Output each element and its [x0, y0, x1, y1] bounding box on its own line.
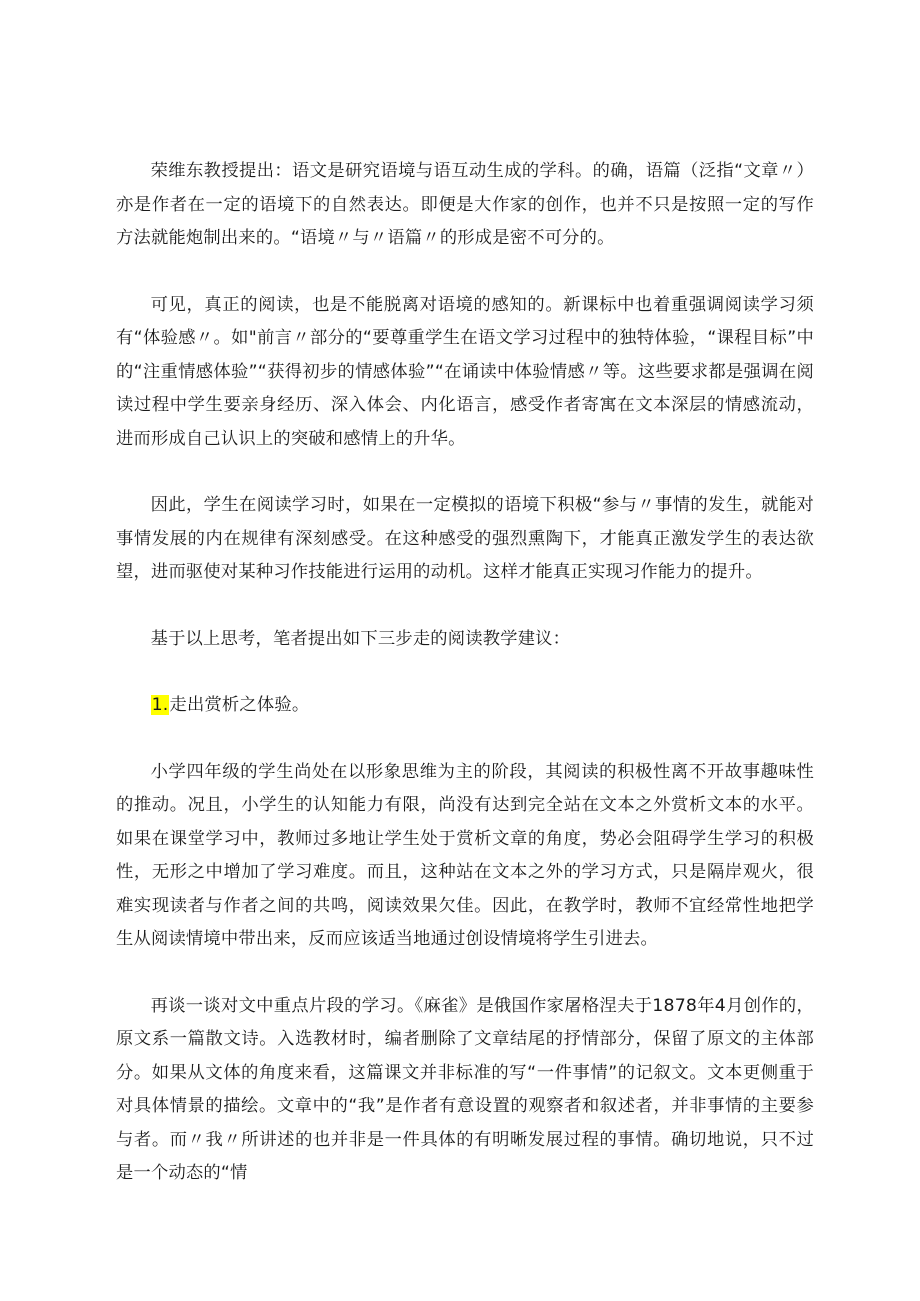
- paragraph-proposal: 基于以上思考，笔者提出如下三步走的阅读教学建议：: [150, 628, 571, 649]
- paragraph-sparrow: 再谈一谈对文中重点片段的学习。《麻雀》是俄国作家屠格涅夫于1878年4月创作的，原文系一篇散文诗。入选教材时，编者删除了文章结尾的抒情部分，保留了原文的主体部分。如果从文体的角度来看，这篇课文并非标准的写“一件事情”的记叙文。文本更侧重于对具体情景的描绘。文章中的“我”是作者有意设置的观察者和叙述者，并非事情的主要参与者。而〃我〃所讲述的也并非是一件具体的有明晰发展过程的事情。确切地说，只不过是一个动态的“情: [116, 995, 814, 1183]
- paragraph-grade-four: 小学四年级的学生尚处在以形象思维为主的阶段，其阅读的积极性离不开故事趣味性的推动。况且，小学生的认知能力有限，尚没有达到完全站在文本之外赏析文本的水平。如果在课堂学习中，教师过多地让学生处于赏析文章的角度，势必会阻碍学生学习的积极性，无形之中增加了学习难度。而且，这种站在文本之外的学习方式，只是隔岸观火，很难实现读者与作者之间的共鸣，阅读效果欠佳。因此，在教学时，教师不宜经常性地把学生从阅读情境中带出来，反而应该适当地通过创设情境将学生引进去。: [116, 761, 814, 949]
- paragraph-gap: [116, 456, 814, 489]
- section-heading-text: 走出赏析之体验。: [169, 695, 310, 715]
- paragraph-intro: 荣维东教授提出：语文是研究语境与语互动生成的学科。的确，语篇（泛指“文章〃）亦是作者在一定的语境下的自然表达。即便是大作家的创作，也并不只是按照一定的写作方法就能炮制出来的。“语境〃与〃语篇〃的形成是密不可分的。: [116, 161, 814, 248]
- paragraph-gap: [116, 256, 814, 289]
- paragraph-reading-context: 可见，真正的阅读，也是不能脱离对语境的感知的。新课标中也着重强调阅读学习须有“体验感〃。如"前言〃部分的“要尊重学生在语文学习过程中的独特体验，“课程目标”中的“注重情感体验”“获得初步的情感体验”“在诵读中体验情感〃等。这些要求都是强调在阅读过程中学生要亲身经历、深入体会、内化语言，感受作者寄寓在文本深层的情感流动，进而形成自己认识上的突破和感情上的升华。: [116, 294, 814, 449]
- paragraph-gap: [116, 590, 814, 623]
- paragraph-therefore: 因此，学生在阅读学习时，如果在一定模拟的语境下积极“参与〃事情的发生，就能对事情发展的内在规律有深刻感受。在这种感受的强烈熏陶下，才能真正激发学生的表达欲望，进而驱使对某种习作技能进行运用的动机。这样才能真正实现习作能力的提升。: [116, 495, 814, 582]
- paragraph-gap: [116, 723, 814, 756]
- paragraph-gap: [116, 957, 814, 990]
- paragraph-gap: [116, 656, 814, 689]
- section-number-highlight: 1.: [151, 695, 169, 715]
- document-body: [116, 155, 814, 1191]
- section-heading: [116, 689, 814, 723]
